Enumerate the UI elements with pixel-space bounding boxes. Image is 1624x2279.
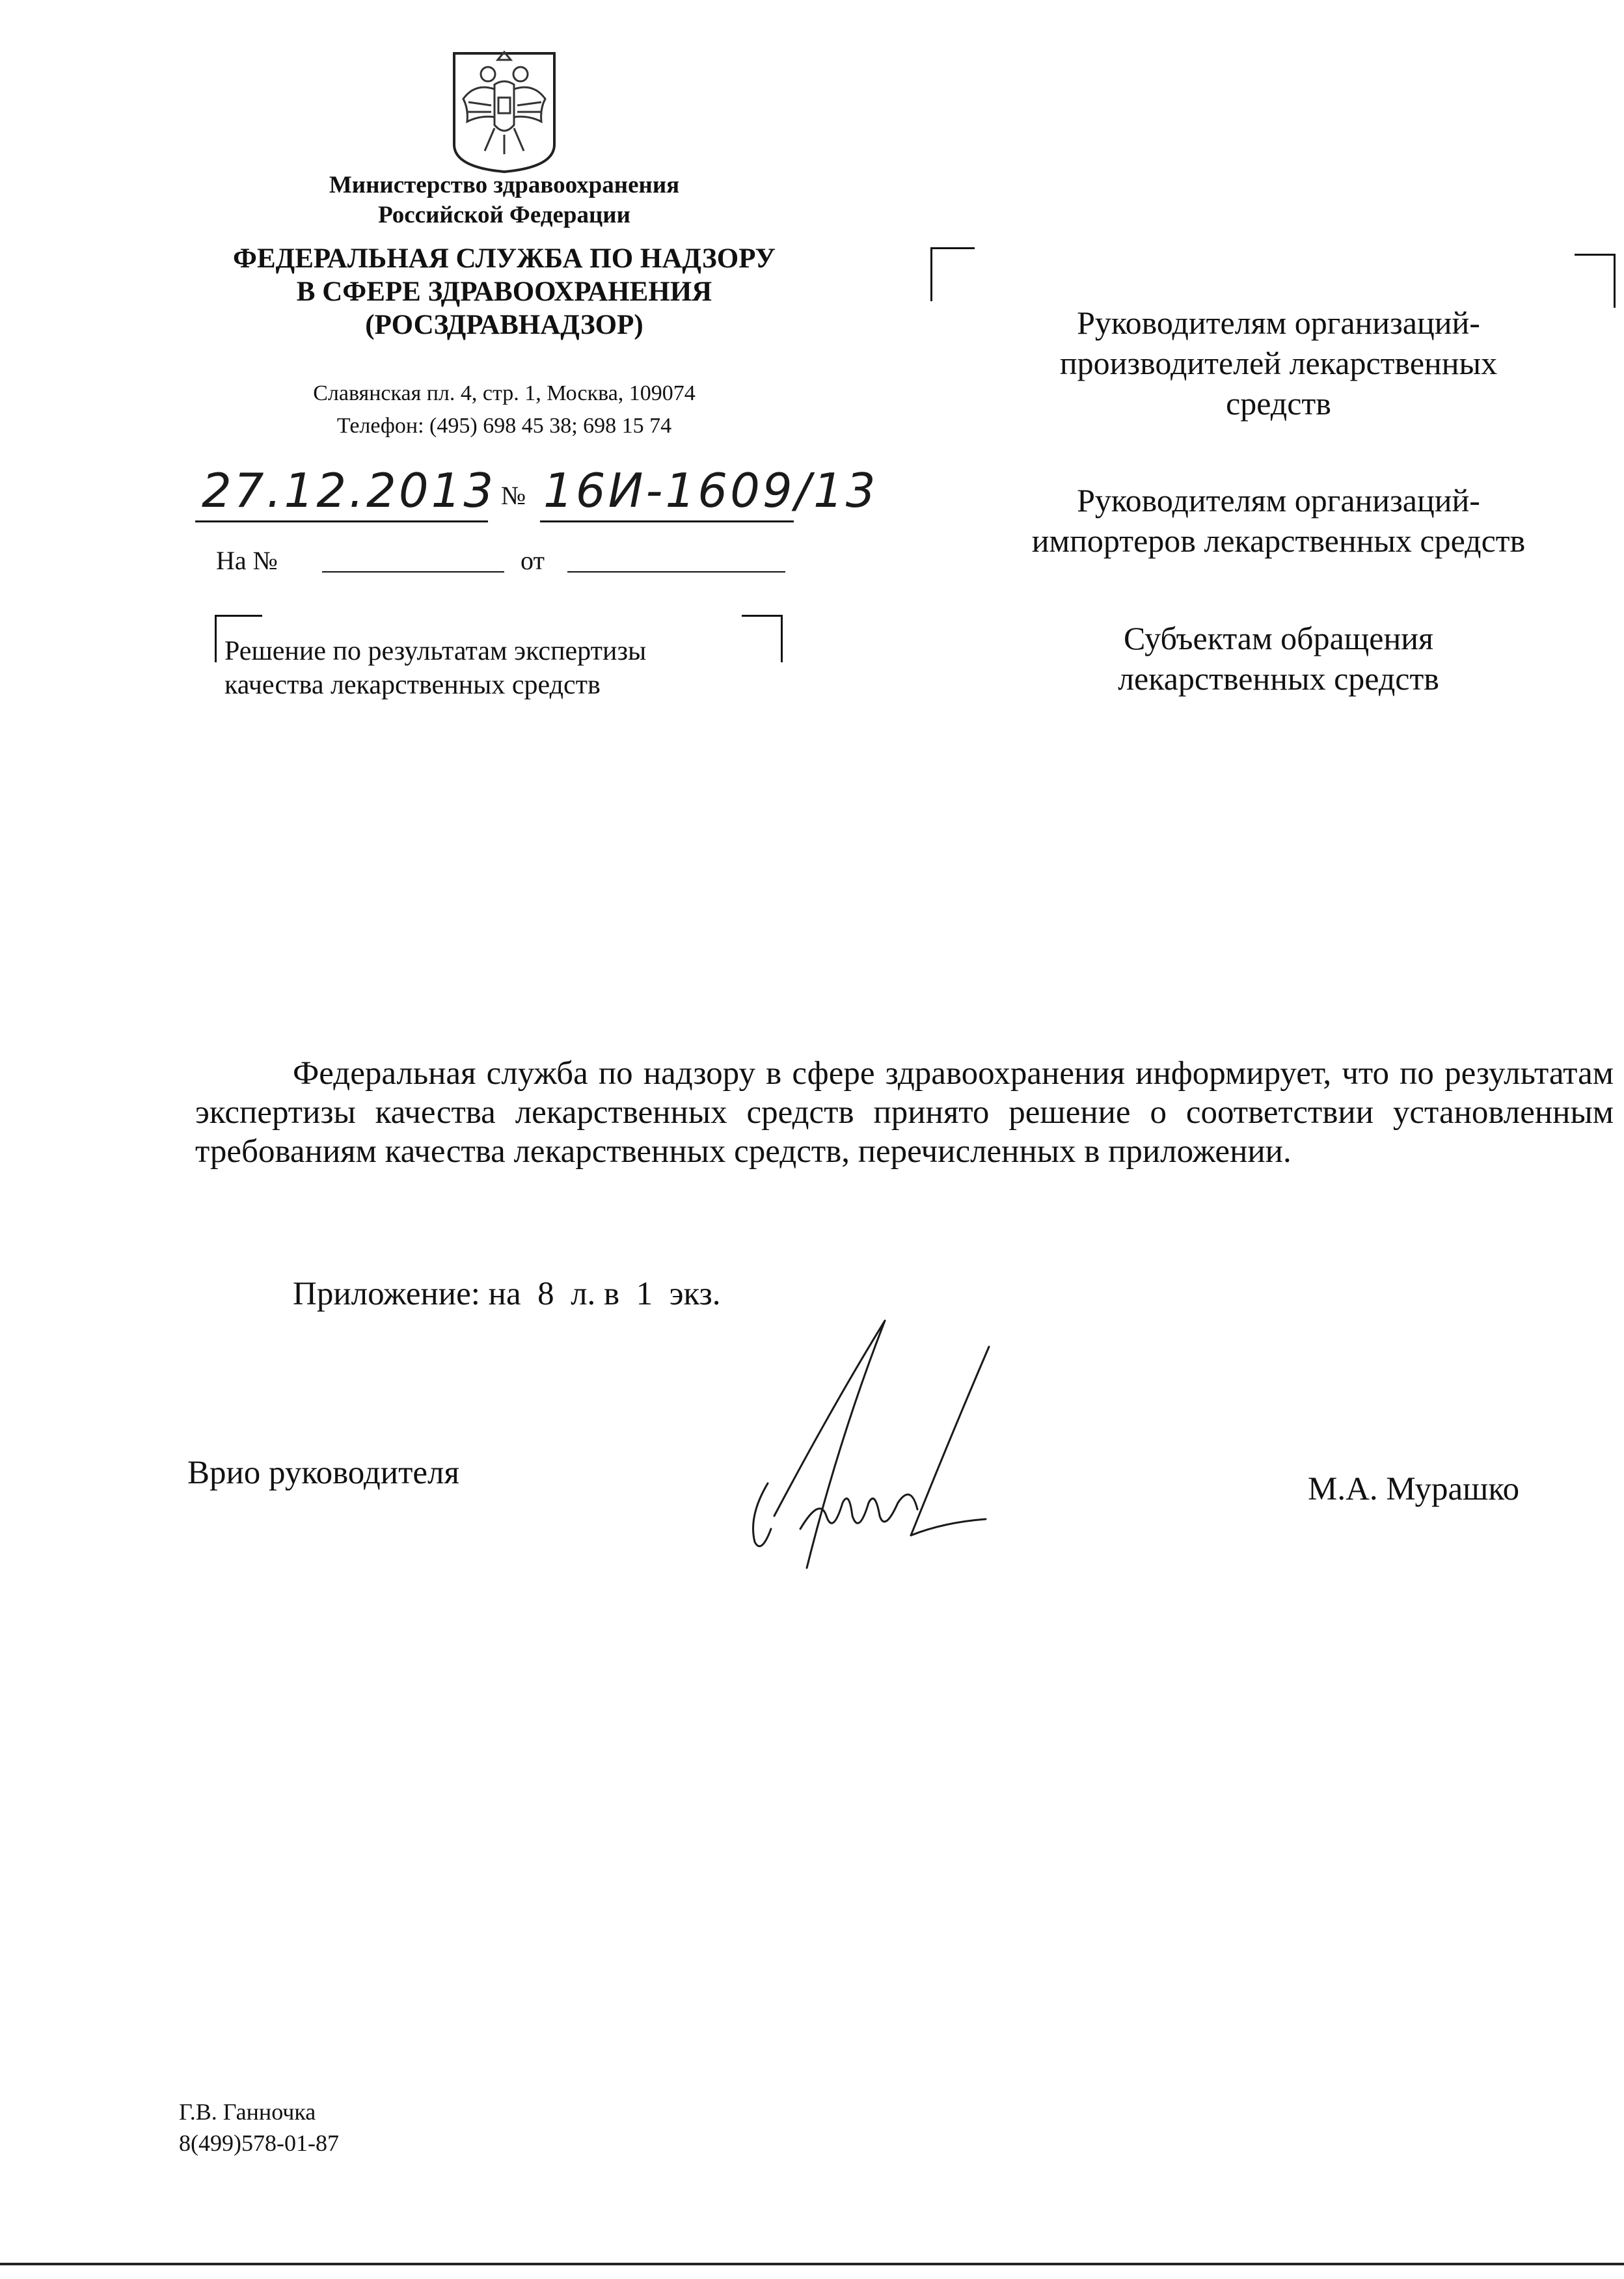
reply-to-label: На № (216, 546, 278, 575)
from-label: от (521, 546, 545, 575)
number-sign: № (501, 481, 526, 510)
coat-of-arms-emblem-icon (449, 47, 560, 174)
addressee-line: Руководителям организаций- (1077, 482, 1480, 519)
ministry-line-2: Российской Федерации (378, 202, 630, 228)
executor-name: Г.В. Ганночка (179, 2099, 316, 2125)
executor-phone: 8(499)578-01-87 (179, 2130, 339, 2156)
executor-info (179, 2096, 339, 2159)
addressee-importers (976, 480, 1581, 561)
addressee-bracket-left (930, 247, 975, 301)
subject-line-1: Решение по результатам экспертизы (224, 636, 647, 666)
addressee-bracket-right (1575, 254, 1616, 308)
addressee-subjects (976, 618, 1581, 699)
body-paragraph: Федеральная служба по надзору в сфере здравоохранения информирует, что по результатам экспертизы качества лекарственных средств принято решение о соответствии установленным требованиям качества лекарственных средств, перечисленных в приложении. (195, 1055, 1614, 1170)
signatory-position: Врио руководителя (187, 1455, 459, 1491)
agency-line-3: (РОСЗДРАВНАДЗОР) (365, 310, 643, 340)
subject-bracket-right (742, 615, 783, 662)
addressee-line: Субъектам обращения (1124, 620, 1433, 656)
registration-number: 16И-1609/13 (543, 463, 878, 518)
number-underline (540, 520, 794, 522)
date-underline (195, 520, 488, 522)
signatory-name: М.А. Мурашко (1308, 1471, 1520, 1507)
agency-address (195, 377, 813, 442)
address-line: Славянская пл. 4, стр. 1, Москва, 109074 (313, 381, 696, 405)
addressee-line: средств (1226, 385, 1331, 422)
agency-name (150, 242, 859, 342)
addressee-line: производителей лекарственных (1059, 345, 1498, 381)
from-line (567, 571, 785, 573)
agency-line-2: В СФЕРЕ ЗДРАВООХРАНЕНИЯ (296, 276, 712, 307)
addressee-manufacturers (976, 303, 1581, 424)
ministry-name (195, 170, 813, 230)
subject-line-2: качества лекарственных средств (224, 670, 601, 700)
addressee-line: импортеров лекарственных средств (1031, 522, 1526, 559)
appendix-note: Приложение: на 8 л. в 1 экз. (293, 1276, 721, 1312)
agency-line-1: ФЕДЕРАЛЬНАЯ СЛУЖБА ПО НАДЗОРУ (233, 243, 776, 274)
handwritten-signature (735, 1308, 1035, 1581)
reply-to-line (322, 571, 504, 573)
page-bottom-rule (0, 2263, 1624, 2265)
addressee-line: лекарственных средств (1118, 660, 1439, 697)
addressee-line: Руководителям организаций- (1077, 304, 1480, 341)
phone-line: Телефон: (495) 698 45 38; 698 15 74 (336, 414, 672, 438)
ministry-line-1: Министерство здравоохранения (329, 172, 680, 198)
subject (224, 634, 646, 702)
registration-date: 27.12.2013 (202, 463, 496, 518)
